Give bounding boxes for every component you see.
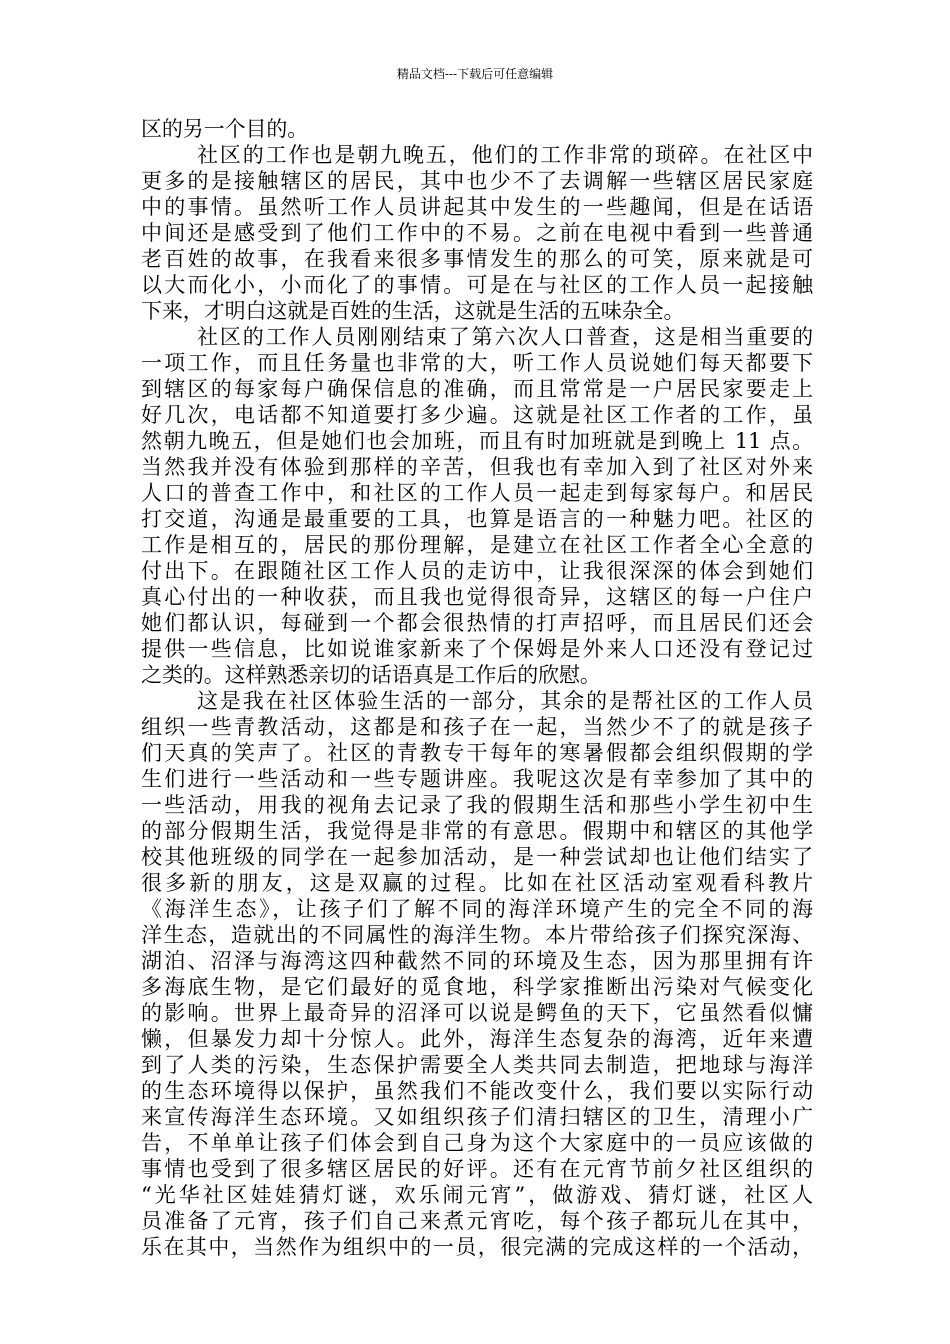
text-line: 下来，才明白这就是百姓的生活，这就是生活的五味杂全。	[141, 299, 685, 323]
text-line: 到了人类的污染，生态保护需要全人类共同去制造，把地球与海洋	[141, 1053, 813, 1077]
text-line: 真心付出的一种收获，而且我也觉得很奇异，这辖区的每一户住户	[141, 585, 813, 609]
paragraph	[141, 142, 813, 324]
text-line: 告，不单单让孩子们体会到自己身为这个大家庭中的一员应该做的	[141, 1131, 813, 1155]
text-line: 更多的是接触辖区的居民，其中也少不了去调解一些辖区居民家庭	[141, 169, 813, 193]
text-line: 一些活动，用我的视角去记录了我的假期生活和那些小学生初中生	[141, 793, 813, 817]
text-line: 的生态环境得以保护，虽然我们不能改变什么，我们要以实际行动	[141, 1079, 813, 1103]
text-line: 好几次，电话都不知道要打多少遍。这就是社区工作者的工作，虽	[141, 403, 813, 427]
page-header: 精品文档---下载后可任意编辑	[396, 67, 554, 81]
text-line: 多海底生物，是它们最好的觅食地，科学家推断出污染对气候变化	[141, 975, 813, 999]
text-line: 们天真的笑声了。社区的青教专干每年的寒暑假都会组织假期的学	[141, 741, 813, 765]
text-line: 以大而化小，小而化了的事情。可是在与社区的工作人员一起接触	[141, 273, 813, 297]
text-line: 乐在其中，当然作为组织中的一员，很完满的完成这样的一个活动，	[141, 1235, 813, 1259]
text-line: 一项工作，而且任务量也非常的大，听工作人员说她们每天都要下	[141, 351, 813, 375]
text-line: 当然我并没有体验到那样的辛苦，但我也有幸加入到了社区对外来	[141, 455, 813, 479]
text-line: 工作是相互的，居民的那份理解，是建立在社区工作者全心全意的	[141, 533, 813, 557]
text-line: 的影响。世界上最奇异的沼泽可以说是鳄鱼的天下，它虽然看似慵	[141, 1001, 813, 1025]
text-line: 这是我在社区体验生活的一部分，其余的是帮社区的工作人员	[197, 689, 813, 713]
text-line: 社区的工作也是朝九晚五，他们的工作非常的琐碎。在社区中	[197, 143, 813, 167]
text-line: 懒，但暴发力却十分惊人。此外，海洋生态复杂的海湾，近年来遭	[141, 1027, 813, 1051]
text-line: 校其他班级的同学在一起参加活动，是一种尝试却也让他们结实了	[141, 845, 813, 869]
text-line: 组织一些青教活动，这都是和孩子在一起，当然少不了的就是孩子	[141, 715, 813, 739]
text-line: 事情也受到了很多辖区居民的好评。还有在元宵节前夕社区组织的	[141, 1157, 813, 1181]
document-body	[141, 116, 813, 1260]
text-line: 来宣传海洋生态环境。又如组织孩子们清扫辖区的卫生，清理小广	[141, 1105, 813, 1129]
text-line: 提供一些信息，比如说谁家新来了个保姆是外来人口还没有登记过	[141, 637, 813, 661]
text-line: 打交道，沟通是最重要的工具，也算是语言的一种魅力吧。社区的	[141, 507, 813, 531]
text-line: 很多新的朋友，这是双赢的过程。比如在社区活动室观看科教片	[141, 871, 813, 895]
text-line: 员准备了元宵，孩子们自己来煮元宵吃，每个孩子都玩儿在其中，	[141, 1209, 813, 1233]
text-line: 生们进行一些活动和一些专题讲座。我呢这次是有幸参加了其中的	[141, 767, 813, 791]
text-line: 她们都认识，每碰到一个都会很热情的打声招呼，而且居民们还会	[141, 611, 813, 635]
text-line: 洋生态，造就出的不同属性的海洋生物。本片带给孩子们探究深海、	[141, 923, 813, 947]
text-line: 社区的工作人员刚刚结束了第六次人口普查，这是相当重要的	[197, 325, 813, 349]
text-line: 人口的普查工作中，和社区的工作人员一起走到每家每户。和居民	[141, 481, 813, 505]
text-line: 然朝九晚五，但是她们也会加班，而且有时加班就是到晚上 11 点。	[141, 429, 813, 453]
text-line: 之类的。这样熟悉亲切的话语真是工作后的欣慰。	[141, 663, 601, 687]
text-line: 中的事情。虽然听工作人员讲起其中发生的一些趣闻，但是在话语	[141, 195, 813, 219]
paragraph	[141, 116, 813, 142]
text-line: 老百姓的故事，在我看来很多事情发生的那么的可笑，原来就是可	[141, 247, 813, 271]
text-line: 区的另一个目的。	[141, 117, 309, 141]
text-line: 《海洋生态》，让孩子们了解不同的海洋环境产生的完全不同的海	[141, 897, 813, 921]
text-line: 湖泊、沼泽与海湾这四种截然不同的环境及生态，因为那里拥有许	[141, 949, 813, 973]
text-line: 中间还是感受到了他们工作中的不易。之前在电视中看到一些普通	[141, 221, 813, 245]
text-line: “光华社区娃娃猜灯谜，欢乐闹元宵”，做游戏、猜灯谜，社区人	[141, 1183, 813, 1207]
paragraph	[141, 324, 813, 688]
text-line: 的部分假期生活，我觉得是非常的有意思。假期中和辖区的其他学	[141, 819, 813, 843]
text-line: 到辖区的每家每户确保信息的准确，而且常常是一户居民家要走上	[141, 377, 813, 401]
paragraph	[141, 688, 813, 1260]
text-line: 付出下。在跟随社区工作人员的走访中，让我很深深的体会到她们	[141, 559, 813, 583]
